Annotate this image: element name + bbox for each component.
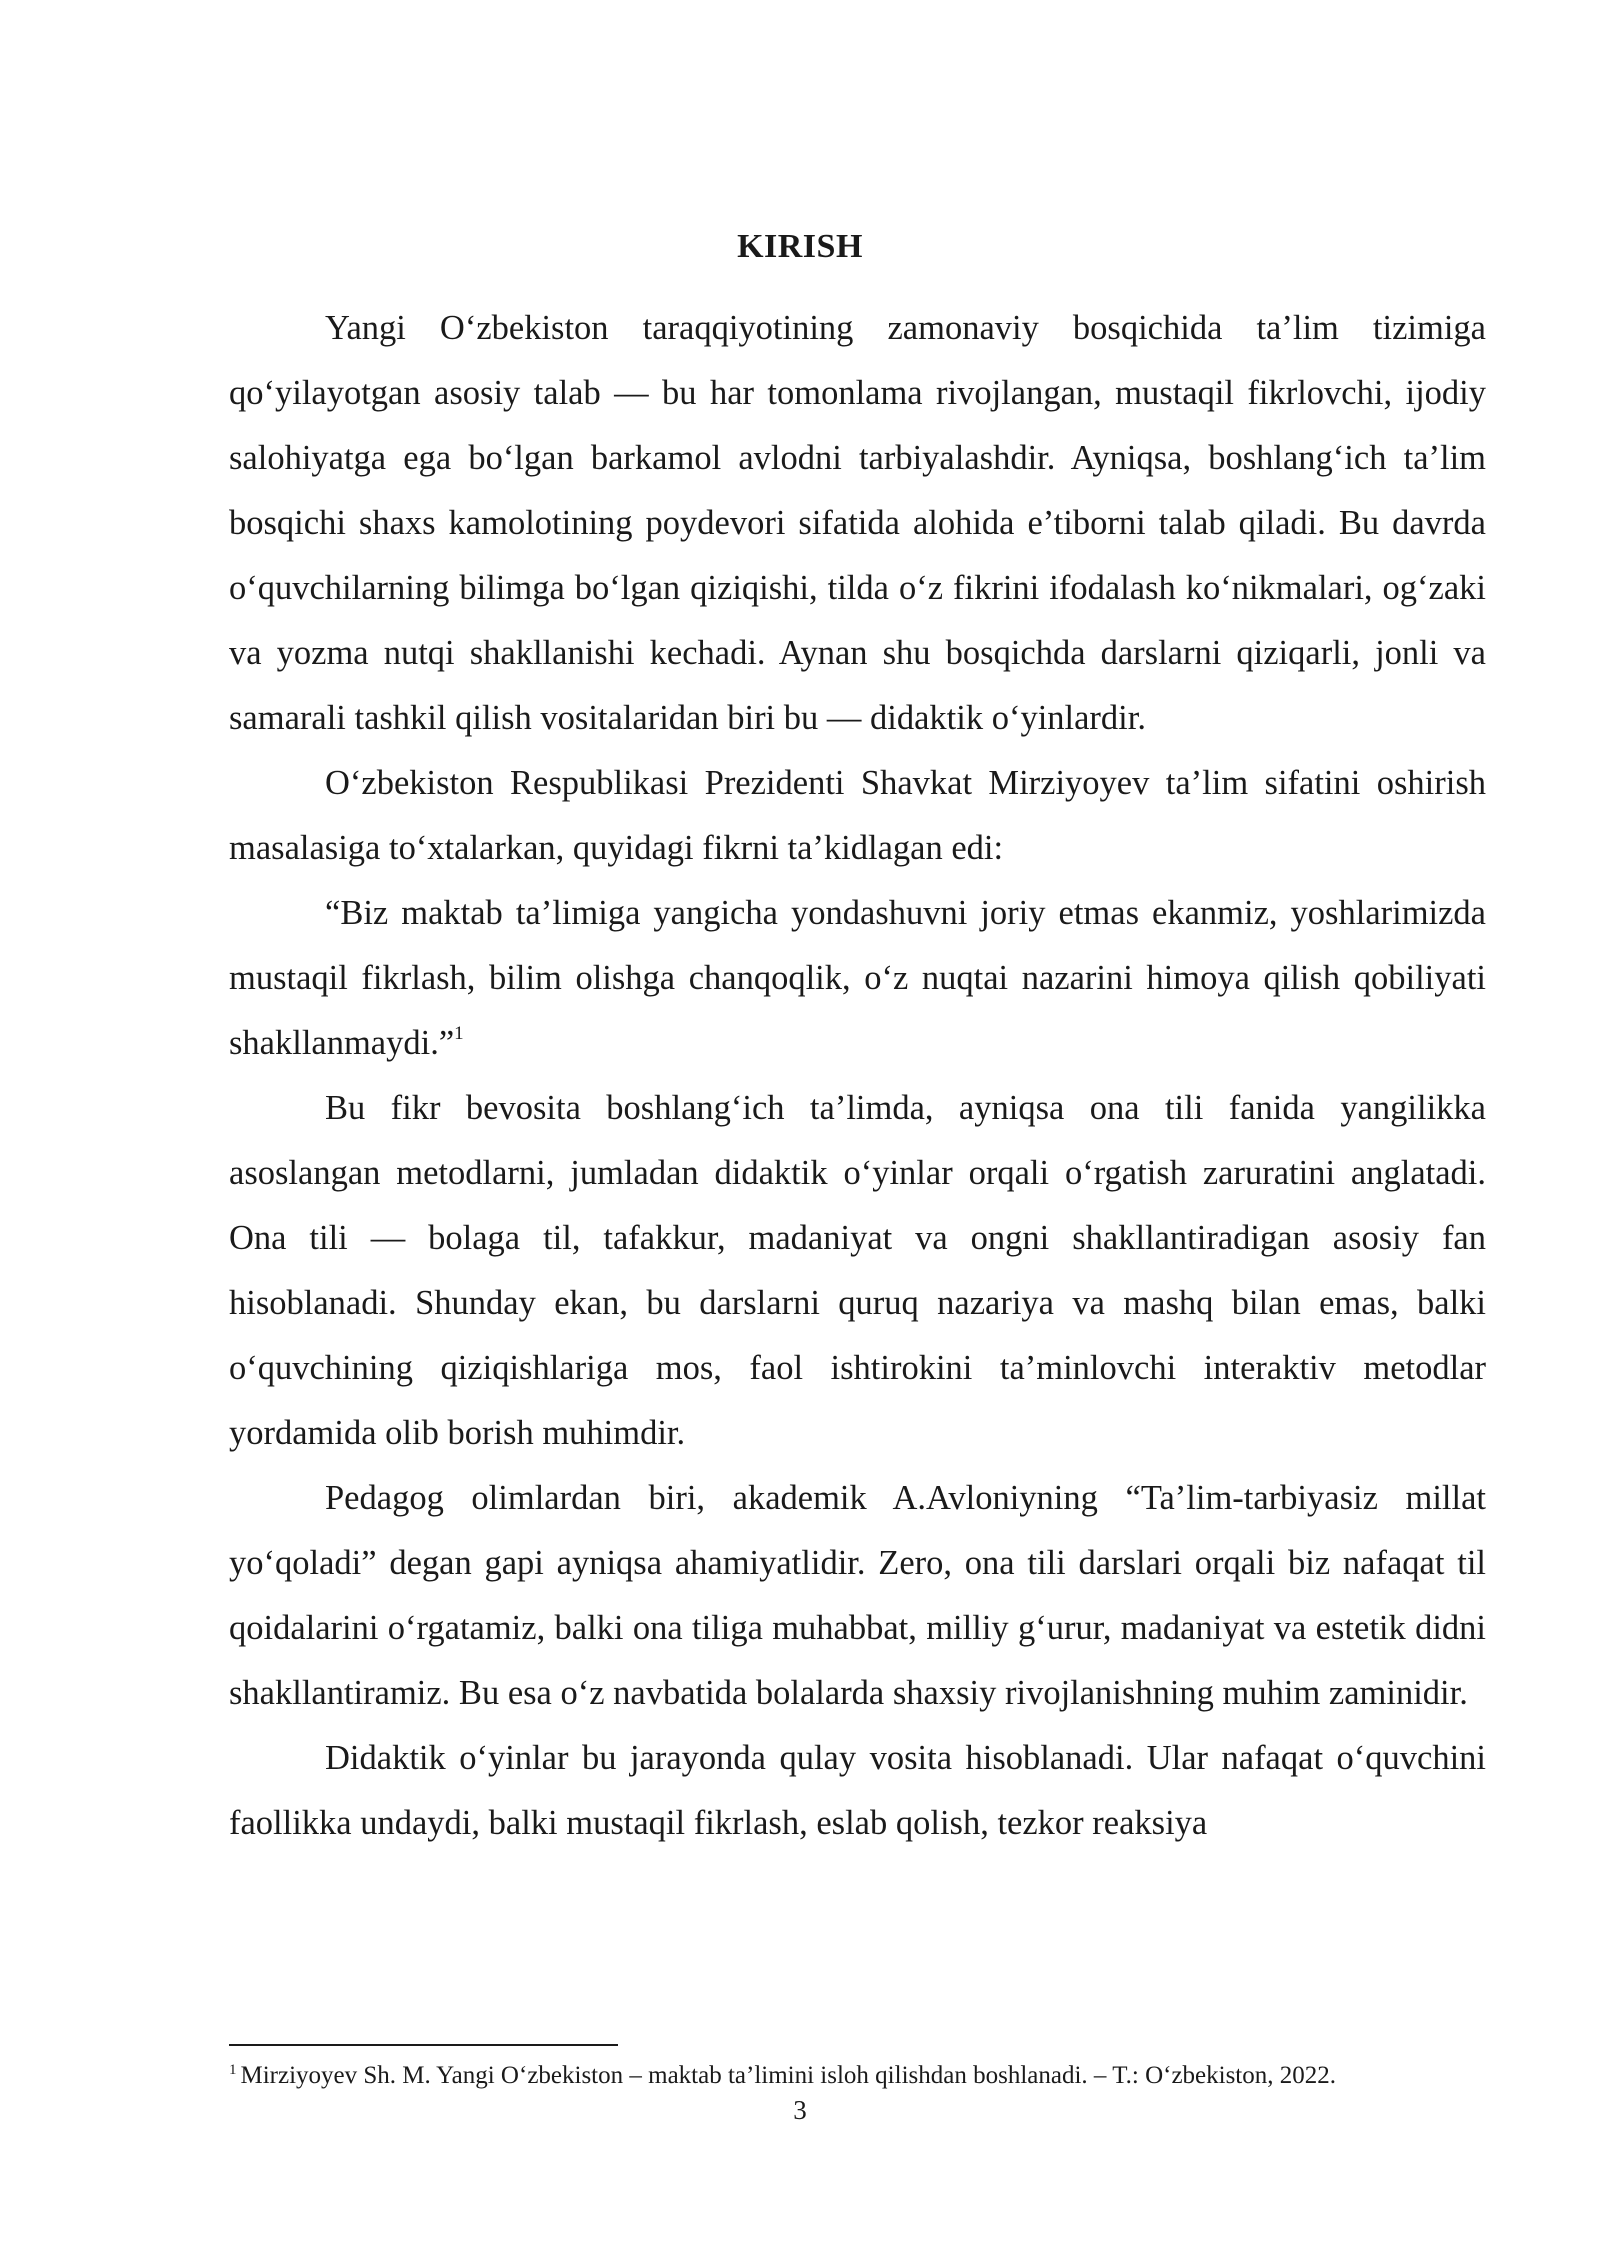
quote-text: “Biz maktab ta’limiga yangicha yondashuvni joriy etmas ekanmiz, yoshlarimizda mustaqil fikrlash, bilim olishga chanqoqlik, o‘z nuqtai nazarini himoya qilish qobiliyati shakllanmaydi.”: [229, 894, 1486, 1062]
section-heading: KIRISH: [737, 228, 863, 265]
paragraph-didactic-games: Didaktik o‘yinlar bu jarayonda qulay vosita hisoblanadi. Ular nafaqat o‘quvchini faollikka undaydi, balki mustaqil fikrlash, eslab qolish, tezkor reaksiya: [229, 1739, 1486, 1842]
page-number: 3: [793, 2095, 807, 2125]
footnote-reference[interactable]: 1: [454, 1023, 464, 1044]
footnote-separator: [229, 2044, 618, 2046]
paragraph-quote: [229, 881, 1486, 1076]
body-text: [229, 296, 1486, 1856]
footnote-text: Mirziyoyev Sh. M. Yangi O‘zbekiston – maktab ta’limini isloh qilishdan boshlanadi. – T.: O‘zbekiston, 2022.: [240, 2062, 1337, 2089]
footnote-mark: 1: [229, 2062, 237, 2078]
paragraph-president: O‘zbekiston Respublikasi Prezidenti Shavkat Mirziyoyev ta’lim sifatini oshirish masalasiga to‘xtalarkan, quyidagi fikrni ta’kidlagan edi:: [229, 764, 1486, 867]
paragraph-intro: Yangi O‘zbekiston taraqqiyotining zamonaviy bosqichida ta’lim tizimiga qo‘yilayotgan asosiy talab — bu har tomonlama rivojlangan, mustaqil fikrlovchi, ijodiy salohiyatga ega bo‘lgan barkamol avlodni tarbiyalashdir. Ayniqsa, boshlang‘ich ta’lim bosqichi shaxs kamolotining poydevori sifatida alohida e’tiborni talab qiladi. Bu davrda o‘quvchilarning bilimga bo‘lgan qiziqishi, tilda o‘z fikrini ifodalash ko‘nikmalari, og‘zaki va yozma nutqi shakllanishi kechadi. Aynan shu bosqichda darslarni qiziqarli, jonli va samarali tashkil qilish vositalaridan biri bu — didaktik o‘yinlardir.: [229, 309, 1486, 737]
footnote: [229, 2060, 1486, 2092]
paragraph-avloniy: Pedagog olimlardan biri, akademik A.Avloniyning “Ta’lim-tarbiyasiz millat yo‘qoladi” degan gapi ayniqsa ahamiyatlidir. Zero, ona tili darslari orqali biz nafaqat til qoidalarini o‘rgatamiz, balki ona tiliga muhabbat, milliy g‘urur, madaniyat va estetik didni shakllantiramiz. Bu esa o‘z navbatida bolalarda shaxsiy rivojlanishning muhim zaminidir.: [229, 1479, 1486, 1712]
paragraph-mother-tongue: Bu fikr bevosita boshlang‘ich ta’limda, ayniqsa ona tili fanida yangilikka asoslangan metodlarni, jumladan didaktik o‘yinlar orqali o‘rgatish zaruratini anglatadi. Ona tili — bolaga til, tafakkur, madaniyat va ongni shakllantiradigan asosiy fan hisoblanadi. Shunday ekan, bu darslarni quruq nazariya va mashq bilan emas, balki o‘quvchining qiziqishlariga mos, faol ishtirokini ta’minlovchi interaktiv metodlar yordamida olib borish muhimdir.: [229, 1089, 1486, 1452]
